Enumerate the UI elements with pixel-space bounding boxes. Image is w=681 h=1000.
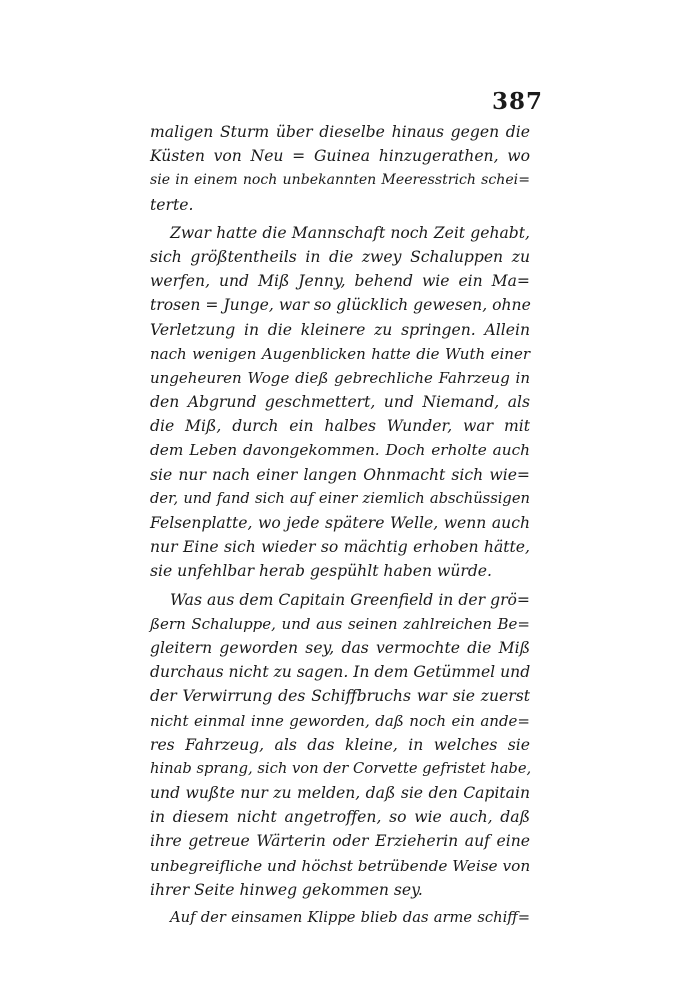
text-line: gleitern geworden sey, das vermochte die Miß xyxy=(150,638,530,657)
text-line: ihrer Seite hinweg gekommen sey. xyxy=(150,880,423,899)
paragraph xyxy=(150,588,530,902)
text-line: durchaus nicht zu sagen. In dem Getümmel und xyxy=(150,663,531,682)
text-line: Felsenplatte, wo jede spätere Welle, wenn auch xyxy=(150,514,530,532)
text-line: Auf der einsamen Klippe blieb das arme schiff= xyxy=(170,909,530,926)
text-line: Was aus dem Capitain Greenfield in der grö= xyxy=(170,590,530,609)
text-line: maligen Sturm über dieselbe hinaus gegen die xyxy=(150,123,530,141)
text-line: nur Eine sich wieder so mächtig erhoben hätte, xyxy=(150,538,530,557)
text-line: dem Leben davongekommen. Doch erholte auch xyxy=(150,441,530,460)
page-number: 387 xyxy=(492,88,544,115)
text-line: ungeheuren Woge dieß gebrechliche Fahrzeug in xyxy=(150,368,530,387)
text-line: sie nur nach einer langen Ohnmacht sich wie= xyxy=(150,465,530,484)
text-line: Verletzung in die kleinere zu springen. Allein xyxy=(150,320,530,339)
paragraph xyxy=(150,221,530,584)
text-line: trosen = Junge, war so glücklich gewesen, ohne xyxy=(150,296,531,315)
text-line: nicht einmal inne geworden, daß noch ein ande= xyxy=(150,711,530,730)
text-line: Zwar hatte die Mannschaft noch Zeit gehabt, xyxy=(170,223,530,242)
paragraph xyxy=(150,906,530,930)
text-line: hinab sprang, sich von der Corvette gefristet habe, xyxy=(150,759,532,777)
text-line: Küsten von Neu = Guinea hinzugerathen, wo xyxy=(150,147,530,166)
body-text xyxy=(150,120,530,930)
text-line: die Miß, durch ein halbes Wunder, war mit xyxy=(150,417,530,436)
text-line: sie unfehlbar herab gespühlt haben würde. xyxy=(150,562,492,581)
text-line: unbegreifliche und höchst betrübende Weise von xyxy=(150,856,531,875)
text-line: der, und fand sich auf einer ziemlich abschüssigen xyxy=(150,489,530,507)
text-line: sie in einem noch unbekannten Meeresstrich schei= xyxy=(150,172,530,189)
text-line: der Verwirrung des Schiffbruchs war sie zuerst xyxy=(150,687,530,706)
paragraph xyxy=(150,120,530,217)
text-line: und wußte nur zu melden, daß sie den Capitain xyxy=(150,784,530,803)
text-line: ßern Schaluppe, und aus seinen zahlreichen Be= xyxy=(150,614,530,633)
text-line: in diesem nicht angetroffen, so wie auch, daß xyxy=(150,808,530,827)
text-line: werfen, und Miß Jenny, behend wie ein Ma= xyxy=(150,272,530,291)
text-line: sich größtentheils in die zwey Schaluppen zu xyxy=(150,247,530,266)
text-line: res Fahrzeug, als das kleine, in welches sie xyxy=(150,735,530,754)
text-line: nach wenigen Augenblicken hatte die Wuth einer xyxy=(150,344,530,363)
text-line: terte. xyxy=(150,195,194,214)
text-line: den Abgrund geschmettert, und Niemand, als xyxy=(150,393,530,412)
text-line: ihre getreue Wärterin oder Erzieherin auf eine xyxy=(150,832,530,851)
